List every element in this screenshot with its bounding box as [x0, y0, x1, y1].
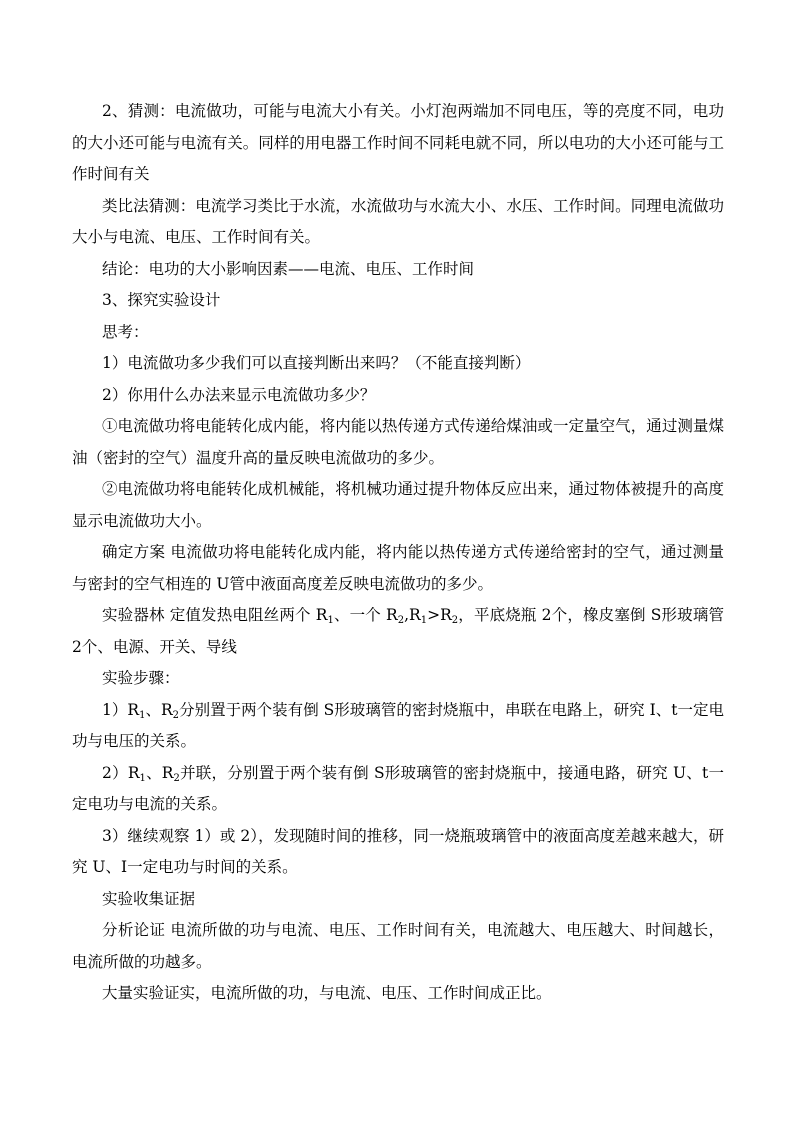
document-body	[72, 96, 724, 1010]
paragraph-equipment: 实验器林 定值发热电阻丝两个 $R_1$、一个 $R_2,R_1>R_2$，平底烧瓶 2个，橡皮塞倒 S形玻璃管 2个、电源、开关、导线	[72, 606, 724, 656]
paragraph-guess: 2、猜测：电流做功，可能与电流大小有关。小灯泡两端加不同电压，等的亮度不同，电功的大小还可能与电流有关。同样的用电器工作时间不同耗电就不同，所以电功的大小还可能与工作时间有关	[72, 102, 724, 183]
paragraph-think-label: 思考：	[102, 322, 149, 341]
paragraph-final: 大量实验证实，电流所做的功，与电流、电压、工作时间成正比。	[102, 984, 552, 1002]
paragraph-analysis: 分析论证 电流所做的功与电流、电压、工作时间有关，电流越大、电压越大、时间越长，电流所做的功越多。	[72, 921, 724, 971]
paragraph-section-heading: 3、探究实验设计	[102, 291, 221, 309]
paragraph-step-3: 3）继续观察 1）或 2），发现随时间的推移，同一烧瓶玻璃管中的液面高度差越来越大，研究 U、I一定电功与时间的关系。	[72, 826, 724, 876]
paragraph-analogy: 类比法猜测：电流学习类比于水流，水流做功与水流大小、水压、工作时间。同理电流做功大小与电流、电压、工作时间有关。	[72, 196, 724, 246]
paragraph-method-1: ①电流做功将电能转化成内能，将内能以热传递方式传递给煤油或一定量空气，通过测量煤油（密封的空气）温度升高的量反映电流做功的多少。	[72, 417, 724, 467]
paragraph-plan: 确定方案 电流做功将电能转化成内能，将内能以热传递方式传递给密封的空气，通过测量与密封的空气相连的 U管中液面高度差反映电流做功的多少。	[72, 543, 724, 593]
paragraph-conclusion: 结论：电功的大小影响因素——电流、电压、工作时间	[102, 259, 475, 278]
paragraph-method-2: ②电流做功将电能转化成机械能，将机械功通过提升物体反应出来，通过物体被提升的高度显示电流做功大小。	[72, 480, 724, 530]
paragraph-step-1: $1)R_1$、$R_2$分别置于两个装有倒 S形玻璃管的密封烧瓶中，串联在电路上，研究 I、t一定电功与电压的关系。	[72, 700, 725, 750]
paragraph-question-2: 2）你用什么办法来显示电流做功多少？	[102, 385, 376, 404]
paragraph-step-2: $2)R_1$、$R_2$并联，分别置于两个装有倒 S形玻璃管的密封烧瓶中，接通电路，研究 U、t一定电功与电流的关系。	[72, 763, 724, 813]
paragraph-question-1: 1）电流做功多少我们可以直接判断出来吗？（不能直接判断）	[102, 354, 531, 372]
paragraph-evidence-label: 实验收集证据	[102, 889, 196, 908]
paragraph-steps-label: 实验步骤：	[102, 669, 180, 687]
